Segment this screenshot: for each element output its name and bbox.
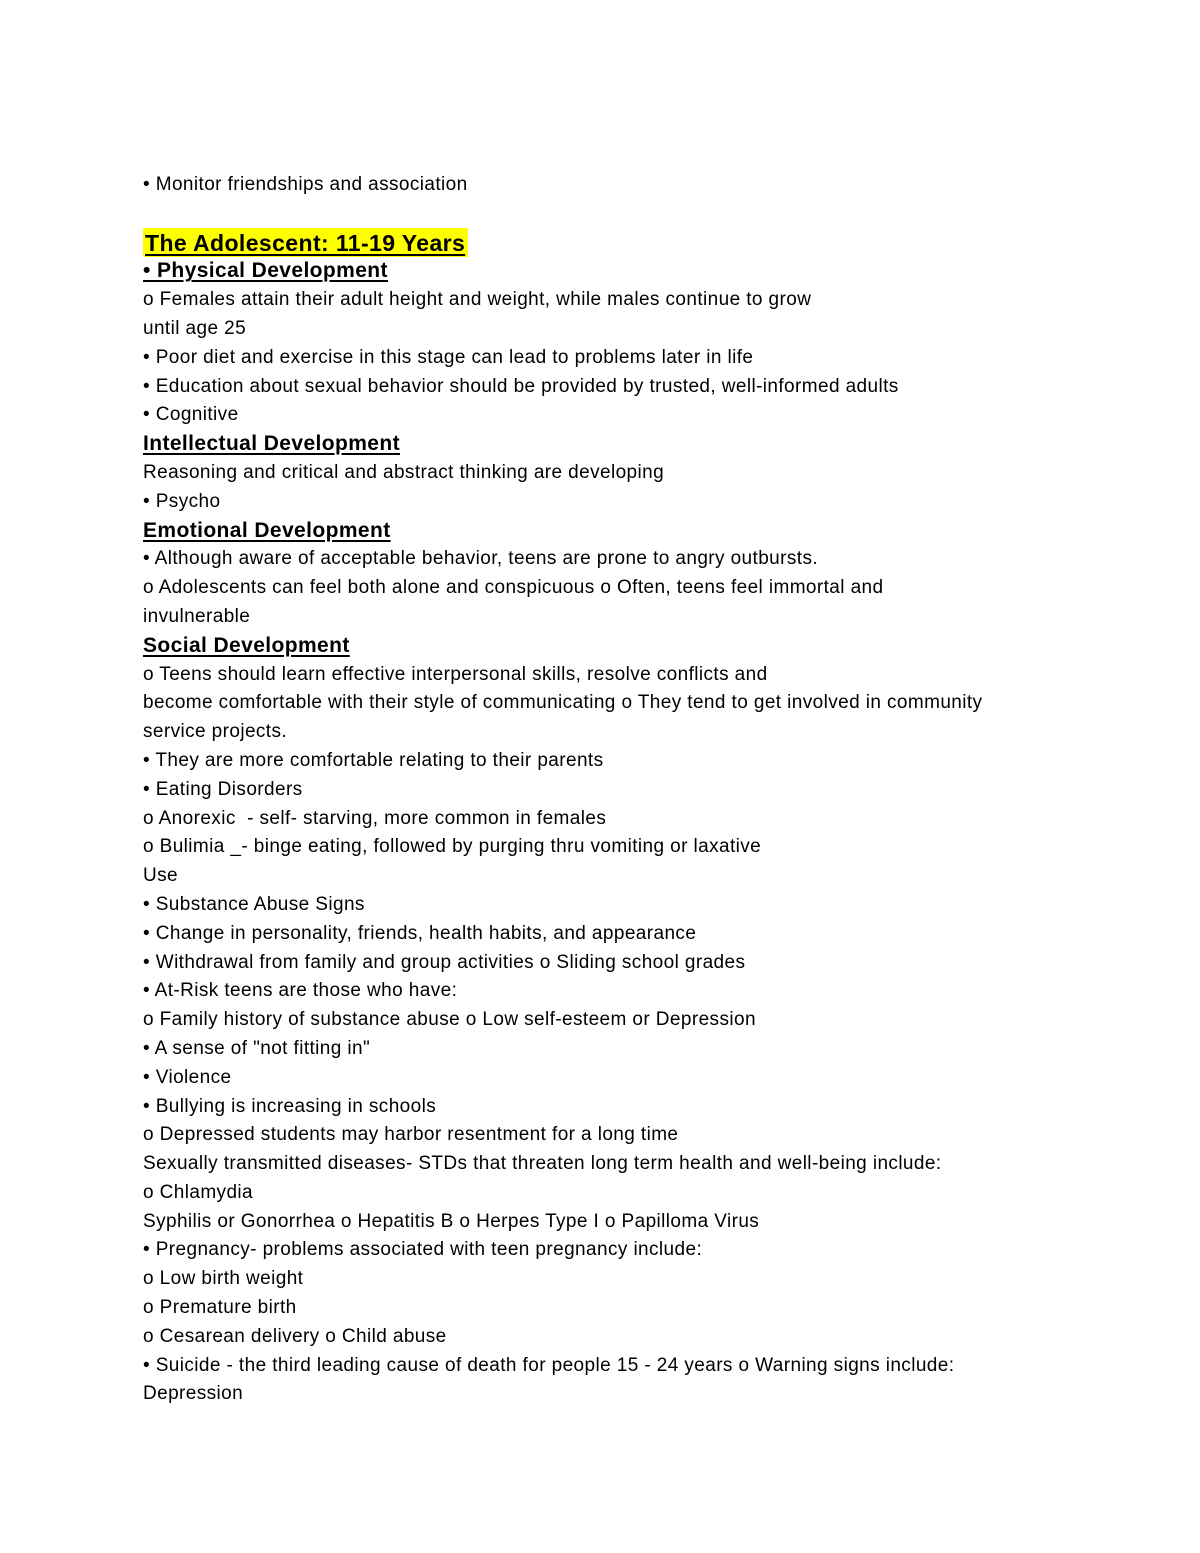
document-body xyxy=(143,171,1060,1409)
text-line: Sexually transmitted diseases- STDs that threaten long term health and well-being include: xyxy=(143,1153,942,1175)
text-line: • Education about sexual behavior should be provided by trusted, well-informed adults xyxy=(143,375,899,397)
text-line: • Poor diet and exercise in this stage can lead to problems later in life xyxy=(143,346,754,368)
text-line: • Cognitive xyxy=(143,404,239,426)
text-line: • Substance Abuse Signs xyxy=(143,893,365,915)
text-line: • They are more comfortable relating to their parents xyxy=(143,749,604,771)
text-line: o Females attain their adult height and weight, while males continue to grow xyxy=(143,289,812,311)
text-line: • Although aware of acceptable behavior, teens are prone to angry outbursts. xyxy=(143,548,819,570)
text-line: Syphilis or Gonorrhea o Hepatitis B o Herpes Type I o Papilloma Virus xyxy=(143,1210,760,1232)
text-line: • Eating Disorders xyxy=(143,778,303,800)
text-line: • Change in personality, friends, health habits, and appearance xyxy=(143,922,697,944)
text-line: o Teens should learn effective interpersonal skills, resolve conflicts and xyxy=(143,663,768,685)
text-line: o Depressed students may harbor resentment for a long time xyxy=(143,1124,679,1146)
text-line: until age 25 xyxy=(143,317,247,339)
text-line: invulnerable xyxy=(143,605,251,627)
section-heading: Intellectual Development xyxy=(143,432,400,456)
section-heading: Emotional Development xyxy=(143,518,391,542)
text-line: • Violence xyxy=(143,1066,232,1088)
text-line: o Anorexic - self- starving, more common in females xyxy=(143,807,607,829)
text-line: o Low birth weight xyxy=(143,1268,304,1290)
text-line: • Withdrawal from family and group activities o Sliding school grades xyxy=(143,951,746,973)
section-heading: • Physical Development xyxy=(143,259,388,283)
text-line: • Pregnancy- problems associated with teen pregnancy include: xyxy=(143,1239,703,1261)
text-line: • At-Risk teens are those who have: xyxy=(143,980,458,1002)
text-line: service projects. xyxy=(143,721,288,743)
text-line: o Cesarean delivery o Child abuse xyxy=(143,1325,447,1347)
text-line: • Monitor friendships and association xyxy=(143,174,468,195)
blank-line xyxy=(143,200,1060,229)
text-line: o Chlamydia xyxy=(143,1181,254,1203)
text-line: become comfortable with their style of communicating o They tend to get involved in community xyxy=(143,692,983,714)
text-line: o Adolescents can feel both alone and conspicuous o Often, teens feel immortal and xyxy=(143,577,884,599)
text-line: o Premature birth xyxy=(143,1297,297,1319)
text-line: o Bulimia _- binge eating, followed by purging thru vomiting or laxative xyxy=(143,836,762,858)
text-line: • Bullying is increasing in schools xyxy=(143,1095,437,1117)
page-title xyxy=(143,229,1060,258)
text-line: • Psycho xyxy=(143,490,221,512)
text-line: Depression xyxy=(143,1383,244,1405)
text-line: • A sense of "not fitting in" xyxy=(143,1037,371,1059)
text-line: o Family history of substance abuse o Low self-esteem or Depression xyxy=(143,1009,756,1031)
highlighted-title-text: The Adolescent: 11-19 Years xyxy=(143,228,468,257)
text-line: Use xyxy=(143,865,178,887)
text-line: • Suicide - the third leading cause of death for people 15 - 24 years o Warning signs include: xyxy=(143,1354,955,1376)
text-line: Reasoning and critical and abstract thinking are developing xyxy=(143,461,665,483)
section-heading: Social Development xyxy=(143,633,350,657)
